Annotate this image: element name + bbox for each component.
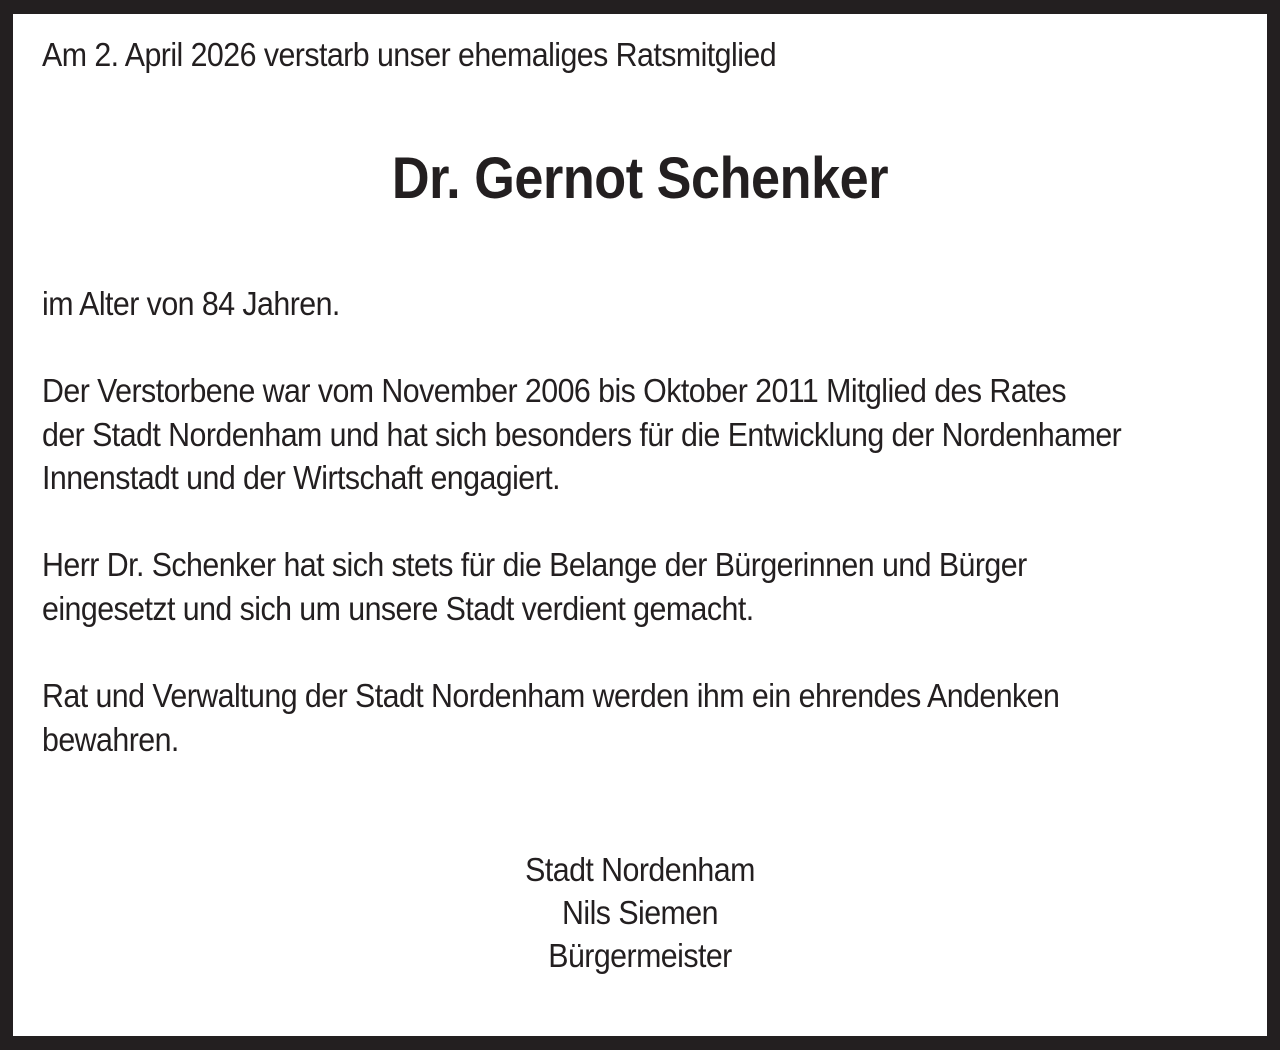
age-text: im Alter von 84 Jahren. [42,285,340,322]
deceased-name: Dr. Gernot Schenker [391,146,889,211]
signature-org: Stadt Nordenham [525,851,755,888]
signature-title: Bürgermeister [548,937,732,974]
paragraph1-line3: Innenstadt und der Wirtschaft engagiert. [42,459,560,496]
signature-person: Nils Siemen [562,894,718,931]
paragraph2-line1: Herr Dr. Schenker hat sich stets für die Belange der Bürgerinnen und Bürger [42,546,1027,583]
paragraph3-line2: bewahren. [42,721,179,758]
paragraph1-line2: der Stadt Nordenham und hat sich besonders für die Entwicklung der Nordenhamer [42,416,1122,453]
paragraph2-line2: eingesetzt und sich um unsere Stadt verdient gemacht. [42,590,754,627]
paragraph1-line1: Der Verstorbene war vom November 2006 bis Oktober 2011 Mitglied des Rates [42,372,1066,409]
obituary-notice [13,14,1267,1036]
paragraph3-line1: Rat und Verwaltung der Stadt Nordenham werden ihm ein ehrendes Andenken [42,677,1060,714]
intro-text: Am 2. April 2026 verstarb unser ehemaliges Ratsmitglied [42,36,777,73]
